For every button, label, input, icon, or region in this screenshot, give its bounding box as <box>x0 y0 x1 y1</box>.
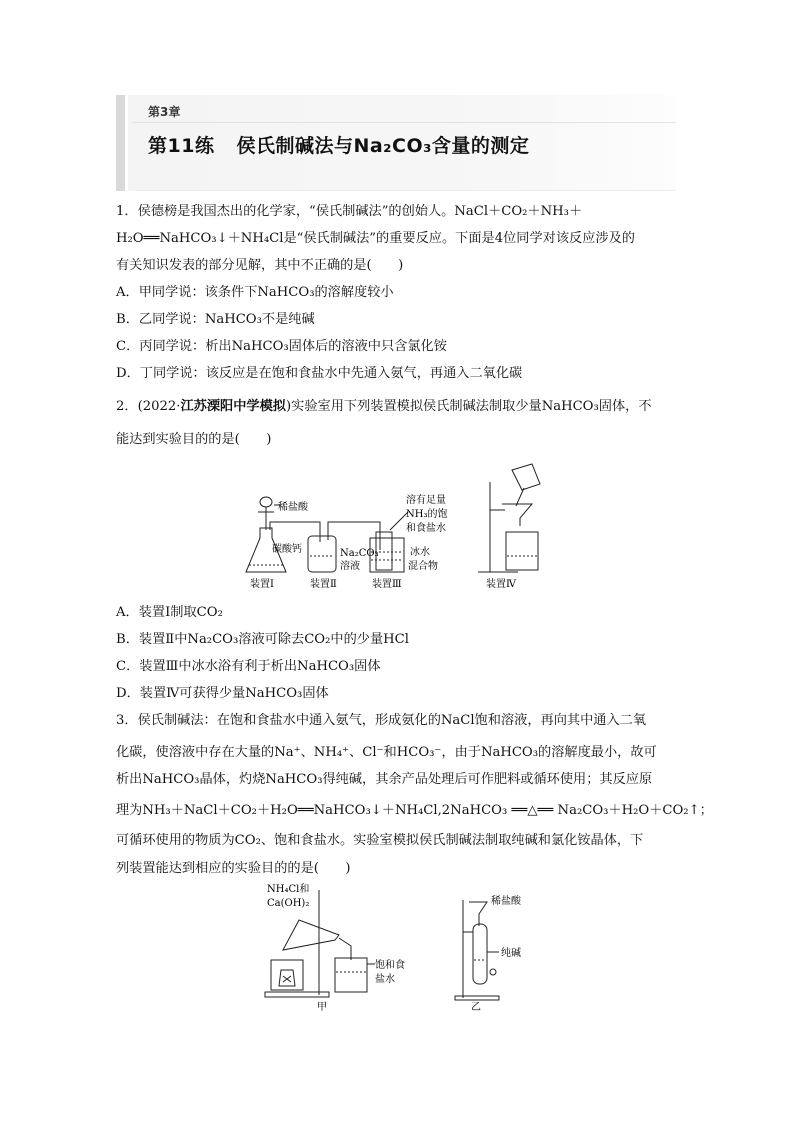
title-number: 第11练 <box>148 135 215 157</box>
q2-line-1 <box>116 395 652 414</box>
q3-line-1: 3．侯氏制碱法：在饱和食盐水中通入氨气，形成氨化的NaCl饱和溶液，再向其中通入二氧 <box>116 713 647 728</box>
fig1-caption-1: 装置Ⅰ <box>250 579 274 590</box>
q3-line-2: 化碳，使溶液中存在大量的Na⁺、NH₄⁺、Cl⁻和HCO₃⁻，由于NaHCO₃的溶解度最小，故可 <box>116 745 657 760</box>
fig2-soda-label: 纯碱 <box>501 948 521 959</box>
yi-funnel <box>469 902 487 926</box>
q2-option-d: D．装置Ⅳ可获得少量NaHCO₃固体 <box>116 686 329 701</box>
q3-line-3: 析出NaHCO₃晶体，灼烧NaHCO₃得纯碱，其余产品处理后可作肥料或循环使用；其反应原 <box>116 772 653 787</box>
jia-test-tube <box>283 920 339 950</box>
q3-line-6: 列装置能达到相应的实验目的的是( ) <box>116 861 351 876</box>
fig2-brine-label-1: 饱和食 <box>375 960 405 971</box>
yi-base <box>455 996 499 1000</box>
fig1-na2co3-label: Na₂CO₃ <box>340 548 379 559</box>
fig1-caco3-label: 碳酸钙 <box>272 544 302 555</box>
q1-line-3: 有关知识发表的部分见解，其中不正确的是( ) <box>116 258 404 273</box>
fig2-reagent-label-2: Ca(OH)₂ <box>267 898 310 909</box>
washing-bottle <box>308 536 336 572</box>
receiving-beaker <box>506 532 538 570</box>
q1-option-d: D．丁同学说：该反应是在饱和食盐水中先通入氨气，再通入二氧化碳 <box>116 366 523 381</box>
apparatus-figure-2 <box>255 880 545 1015</box>
fig2-caption-jia: 甲 <box>317 1002 327 1013</box>
q1-option-c: C．丙同学说：析出NaHCO₃固体后的溶液中只含氯化铵 <box>116 339 447 354</box>
yi-test-tube <box>473 924 487 984</box>
q2-option-b: B．装置Ⅱ中Na₂CO₃溶液可除去CO₂中的少量HCl <box>116 632 409 647</box>
fig2-caption-yi: 乙 <box>471 1002 481 1013</box>
filter-funnel <box>502 504 532 526</box>
fig1-nh3-label-2: NH₃的饱 <box>406 509 448 520</box>
q3-line-5: 可循环使用的物质为CO₂、饱和食盐水。实验室模拟侯氏制碱法制取纯碱和氯化铵晶体，下 <box>116 833 644 848</box>
q2-option-a: A．装置Ⅰ制取CO₂ <box>116 605 223 620</box>
fig1-nh3-label-3: 和食盐水 <box>406 523 446 534</box>
header-bottom-line <box>136 190 676 191</box>
chapter-label: 第3章 <box>148 105 181 119</box>
fig1-solution-label: 溶液 <box>340 561 360 572</box>
q1-line-1: 1．侯德榜是我国杰出的化学家，“侯氏制碱法”的创始人。NaCl＋CO₂＋NH₃＋ <box>116 204 583 219</box>
pouring-beaker <box>512 464 540 490</box>
fig1-acid-label: 稀盐酸 <box>278 502 308 513</box>
fig1-ice-label-2: 混合物 <box>408 561 438 572</box>
header-accent-bar <box>116 95 125 191</box>
fig2-reagent-label-1: NH₄Cl和 <box>267 884 310 895</box>
apparatus-figure-1 <box>240 460 560 595</box>
fig1-nh3-label-1: 溶有足量 <box>406 495 446 506</box>
separatory-funnel <box>260 497 272 507</box>
jia-delivery-tube <box>339 938 351 960</box>
page-title <box>148 131 529 158</box>
fig2-brine-label-2: 盐水 <box>375 974 395 985</box>
fig2-acid-label: 稀盐酸 <box>491 896 521 907</box>
jia-beaker <box>335 958 367 992</box>
title-text: 侯氏制碱法与Na₂CO₃含量的测定 <box>236 135 530 157</box>
fig1-caption-4: 装置Ⅳ <box>486 579 516 590</box>
header-divider <box>132 122 676 123</box>
q1-option-a: A．甲同学说：该条件下NaHCO₃的溶解度较小 <box>116 285 394 300</box>
chapter-header <box>116 95 676 191</box>
fig1-ice-label-1: 冰水 <box>410 547 430 558</box>
q1-line-2: H₂O══NaHCO₃↓＋NH₄Cl是“侯氏制碱法”的重要反应。下面是4位同学对该反应涉及的 <box>116 231 635 246</box>
q3-line-4: 理为NH₃＋NaCl＋CO₂＋H₂O══NaHCO₃↓＋NH₄Cl,2NaHCO₃ ══△══ Na₂CO₃＋H₂O＋CO₂↑； <box>116 803 713 818</box>
q2-line-2: 能达到实验目的的是( ) <box>116 432 272 447</box>
q2-source: 江苏溧阳中学模拟 <box>180 399 286 414</box>
q1-option-b: B．乙同学说：NaHCO₃不是纯碱 <box>116 312 315 327</box>
fig1-caption-3: 装置Ⅲ <box>372 579 402 590</box>
q2-stem: )实验室用下列装置模拟侯氏制碱法制取少量NaHCO₃固体，不 <box>285 399 652 414</box>
q2-prefix: 2．(2022· <box>116 399 181 414</box>
q2-option-c: C．装置Ⅲ中冰水浴有利于析出NaHCO₃固体 <box>116 659 381 674</box>
fig1-caption-2: 装置Ⅱ <box>310 579 337 590</box>
